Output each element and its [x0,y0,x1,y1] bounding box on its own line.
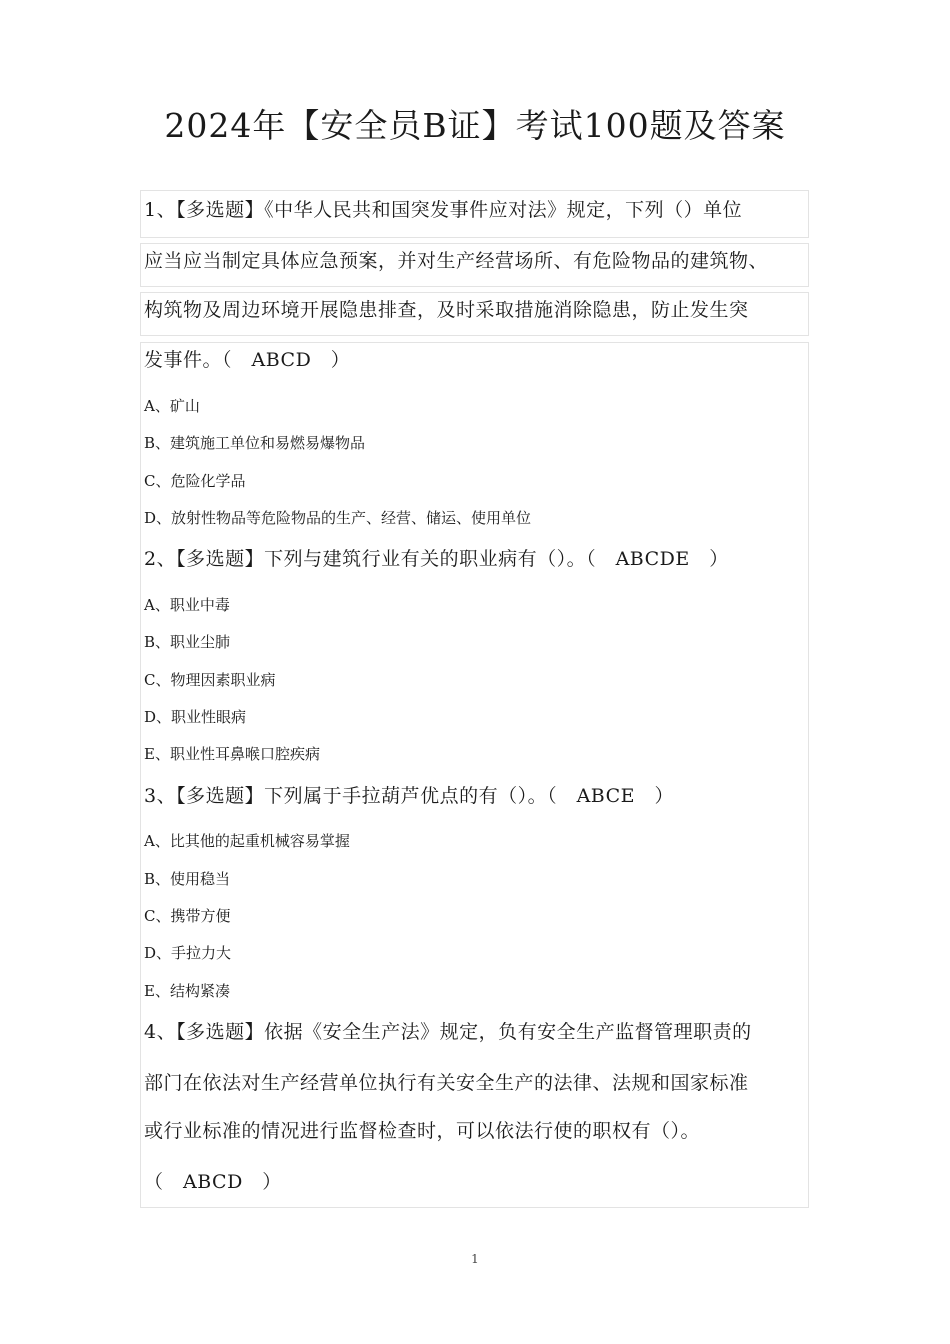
option: C、物理因素职业病 [144,671,276,689]
question-line: 1、【多选题】《中华人民共和国突发事件应对法》规定，下列（）单位 [144,199,743,221]
question-line: 发事件。（ ABCD ） [144,349,351,371]
question-line: 2、【多选题】下列与建筑行业有关的职业病有（）。（ ABCDE ） [144,548,729,570]
question-line: （ ABCD ） [144,1171,282,1193]
option: E、职业性耳鼻喉口腔疾病 [144,745,320,763]
question-line: 3、【多选题】下列属于手拉葫芦优点的有（）。（ ABCE ） [144,785,675,807]
question-line: 部门在依法对生产经营单位执行有关安全生产的法律、法规和国家标准 [144,1072,749,1094]
question-line: 或行业标准的情况进行监督检查时，可以依法行使的职权有（）。 [144,1120,701,1142]
document-title: 2024年【安全员B证】考试100题及答案 [164,106,786,145]
option: D、手拉力大 [144,944,232,962]
question-line: 应当应当制定具体应急预案，并对生产经营场所、有危险物品的建筑物、 [144,250,769,272]
question-line: 4、【多选题】依据《安全生产法》规定，负有安全生产监督管理职责的 [144,1021,752,1043]
option: A、矿山 [144,397,200,415]
option: E、结构紧凑 [144,982,230,1000]
option: C、危险化学品 [144,472,246,490]
option: A、比其他的起重机械容易掌握 [144,832,350,850]
option: C、携带方便 [144,907,231,925]
option: D、职业性眼病 [144,708,247,726]
option: B、职业尘肺 [144,633,231,651]
option: B、使用稳当 [144,870,231,888]
question-line: 构筑物及周边环境开展隐患排查，及时采取措施消除隐患，防止发生突 [144,299,749,321]
page-number: 1 [471,1252,479,1266]
option: A、职业中毒 [144,596,230,614]
option: B、建筑施工单位和易燃易爆物品 [144,434,366,452]
option: D、放射性物品等危险物品的生产、经营、储运、使用单位 [144,509,532,527]
